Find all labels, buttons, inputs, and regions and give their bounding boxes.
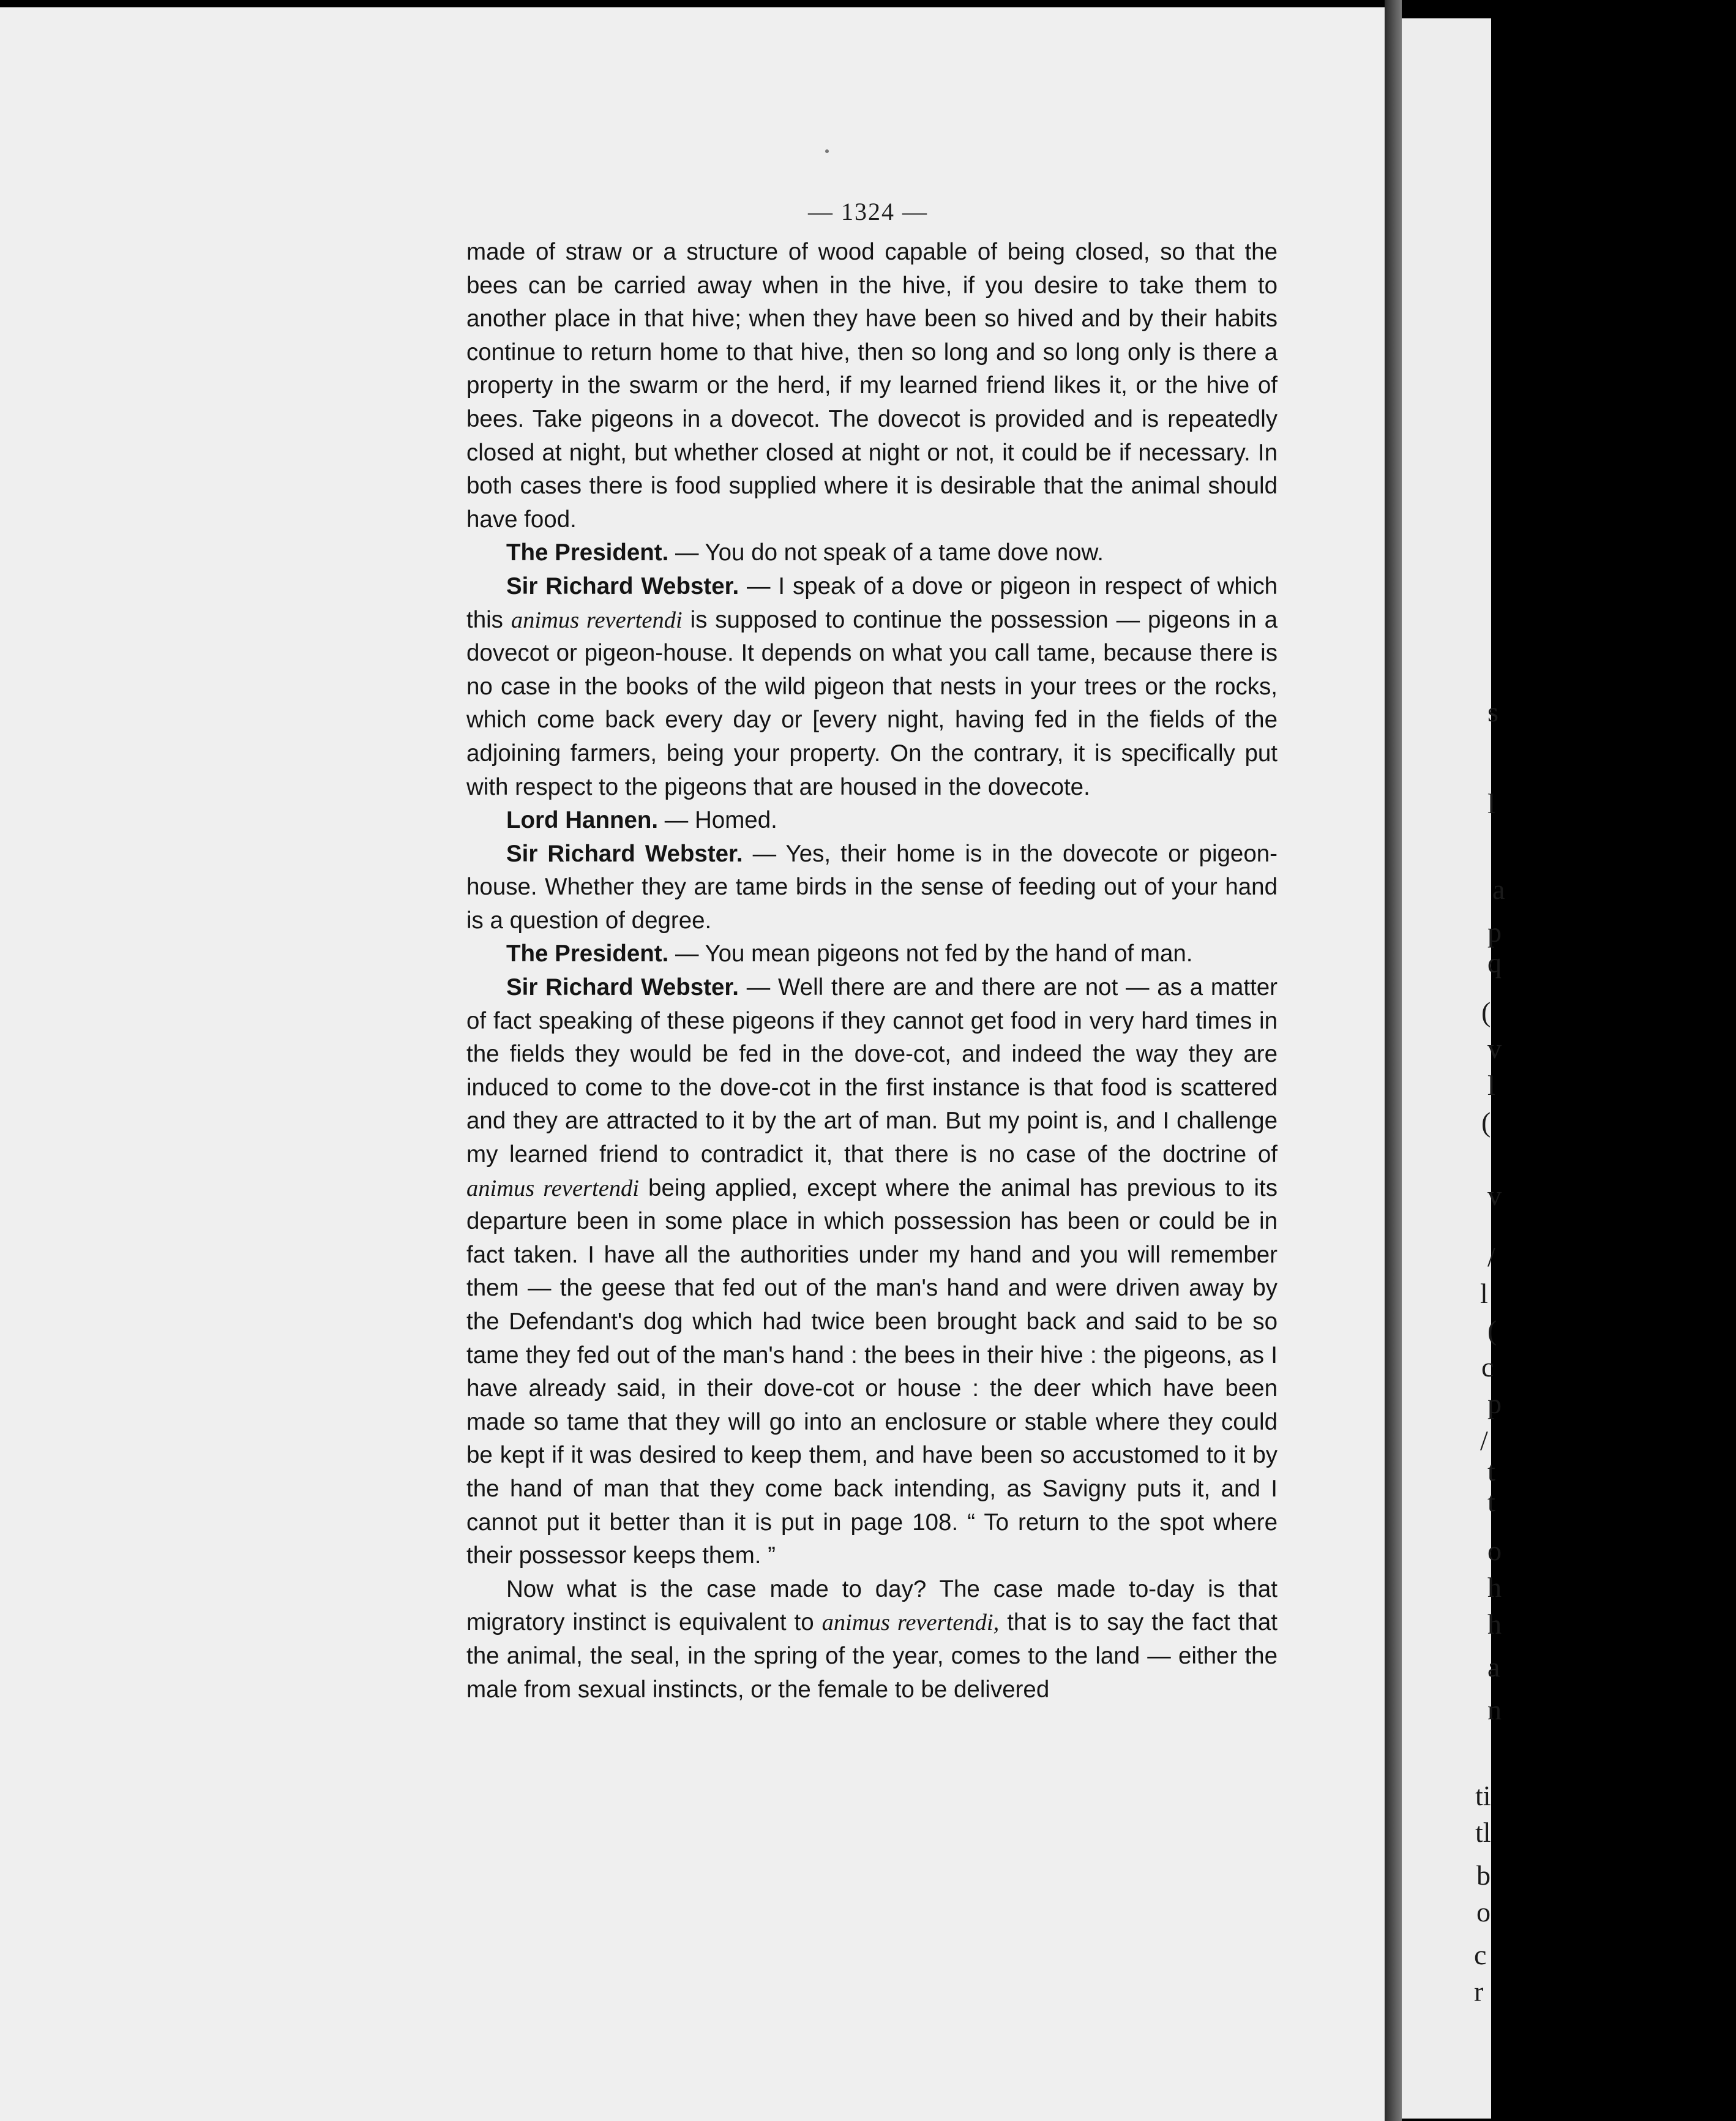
facing-page-edge (1402, 18, 1505, 2119)
facing-page-fragment: t (1487, 1486, 1495, 1517)
facing-page-fragment: v (1487, 1180, 1502, 1211)
speaker-name: The President. (506, 539, 669, 566)
text-run: — Well there are and there are not — as a matter of fact speaking of these pigeons if they cannot get food in very hard times in the fields they would be fed in the dove-cot, and indeed the way they are induced to come to the dove-cot in the first instance is that food is scattered and they are attracted to it by the art of man. But my point is, and I challenge my learned friend to contradict it, that there is no case of the doctrine of (466, 974, 1278, 1168)
speaker-name: The President. (506, 940, 669, 967)
scan-speck (825, 149, 829, 153)
text-run: — Yes, their home is in the dovecote or pigeon-house. Whether they are tame birds in the sense of feeding out of your hand is a question of degree. (466, 840, 1278, 934)
paragraph (466, 536, 1278, 570)
paragraph (466, 971, 1278, 1573)
facing-page-fragment: p (1487, 917, 1502, 948)
facing-page-fragment: ti (1475, 1780, 1491, 1811)
facing-page-fragment: tl (1475, 1817, 1491, 1848)
paragraph (466, 1573, 1278, 1706)
text-run: — I speak of a dove or pigeon in respect of which this (466, 572, 1278, 633)
facing-page-fragment: q (1487, 947, 1502, 978)
text-run: Now what is the case made to day? The case made to-day is that migratory instinct is equivalent to (466, 1575, 1278, 1636)
facing-page-fragment: ( (1481, 996, 1491, 1027)
body-text (466, 236, 1278, 1706)
facing-page-fragment: h (1487, 1609, 1502, 1640)
facing-page-fragment: ( (1487, 1315, 1497, 1346)
paragraph (466, 570, 1278, 804)
speaker-name: Sir Richard Webster. (506, 974, 739, 1001)
text-run: being applied, except where the animal has previous to its departure been in some place in which possession has been or could be in fact taken. I have all the authorities under my hand and you will remember them — the geese that fed out of the man's hand and were driven away by the Defendant's dog which had twice been brought back and said to be so tame they fed out of the man's hand : the bees in their hive : the pigeons, as I have already said, in their dove-cot or house : the deer which have been made so tame that they will go into an enclosure or stable where they could be kept if it was desired to keep them, and have been so accustomed to it by the hand of man that they come back intending, as Savigny puts it, and I cannot put it better than it is put in page 108. “ To return to the spot where their possessor keeps them. ” (466, 1174, 1278, 1569)
speaker-name: Sir Richard Webster. (506, 572, 739, 599)
facing-page-fragment: c (1474, 1939, 1487, 1970)
facing-page-fragment: ( (1481, 1106, 1491, 1138)
facing-page-fragment: c (1481, 1351, 1494, 1383)
facing-page-fragment: v (1487, 1033, 1502, 1064)
facing-page-fragment: h (1487, 1572, 1502, 1603)
facing-page-fragment: a (1492, 874, 1505, 905)
facing-page-fragment: o (1487, 1535, 1502, 1566)
paragraph (466, 236, 1278, 536)
paragraph (466, 838, 1278, 938)
facing-page-fragment: r (1474, 1976, 1484, 2007)
latin-phrase: animus revertendi, (821, 1610, 1000, 1636)
speaker-name: Lord Hannen. (506, 807, 659, 834)
book-gutter (1385, 0, 1402, 2121)
facing-page-fragment: l (1480, 1278, 1488, 1309)
facing-page-fragment: l (1487, 1070, 1495, 1101)
facing-page-fragment: n (1487, 1694, 1502, 1725)
facing-page-fragment: a (1487, 1651, 1500, 1683)
facing-page-fragment: t (1487, 1455, 1495, 1487)
paragraph (466, 804, 1278, 838)
facing-page-fragment: l (1487, 788, 1495, 819)
text-run: is supposed to continue the possession — pigeons in a dovecot or pigeon-house. It depends on what you call tame, because there is no case in the books of the wild pigeon that nests in your trees or the rocks, which come back every day or [every night, having fed in the fields of the adjoining farmers, being your property. On the contrary, it is specifically put with respect to the pigeons that are housed in the dovecote. (466, 606, 1278, 800)
text-run: — You do not speak of a tame dove now. (668, 539, 1104, 566)
facing-page-fragment: / (1480, 1425, 1488, 1456)
facing-page-fragment: b (1476, 1860, 1491, 1891)
facing-page-fragment: p (1487, 1388, 1502, 1419)
text-run: that is to say the fact that the animal, the seal, in the spring of the year, comes to the land — either the male from sexual instincts, or the female to be delivered (466, 1609, 1278, 1703)
text-run: — You mean pigeons not fed by the hand of man. (668, 940, 1193, 967)
text-run: — Homed. (658, 807, 777, 834)
latin-phrase: animus revertendi (511, 607, 683, 633)
facing-page-fragment: o (1476, 1896, 1491, 1928)
facing-page-fragment: s (1487, 696, 1498, 727)
paragraph (466, 937, 1278, 971)
page-number: — 1324 — (808, 198, 928, 225)
text-run: made of straw or a structure of wood capable of being closed, so that the bees can be carried away when in the hive, if you desire to take them to another place in that hive; when they have been so hived and by their habits continue to return home to that hive, then so long and so long only is there a property in the swarm or the herd, if my learned friend likes it, or the hive of bees. Take pigeons in a dovecot. The dovecot is provided and is repeatedly closed at night, but whether closed at night or not, it could be if necessary. In both cases there is food supplied where it is desirable that the animal should have food. (466, 239, 1278, 533)
latin-phrase: animus revertendi (466, 1175, 639, 1201)
speaker-name: Sir Richard Webster. (506, 840, 743, 867)
facing-page-fragment: / (1487, 1241, 1495, 1272)
